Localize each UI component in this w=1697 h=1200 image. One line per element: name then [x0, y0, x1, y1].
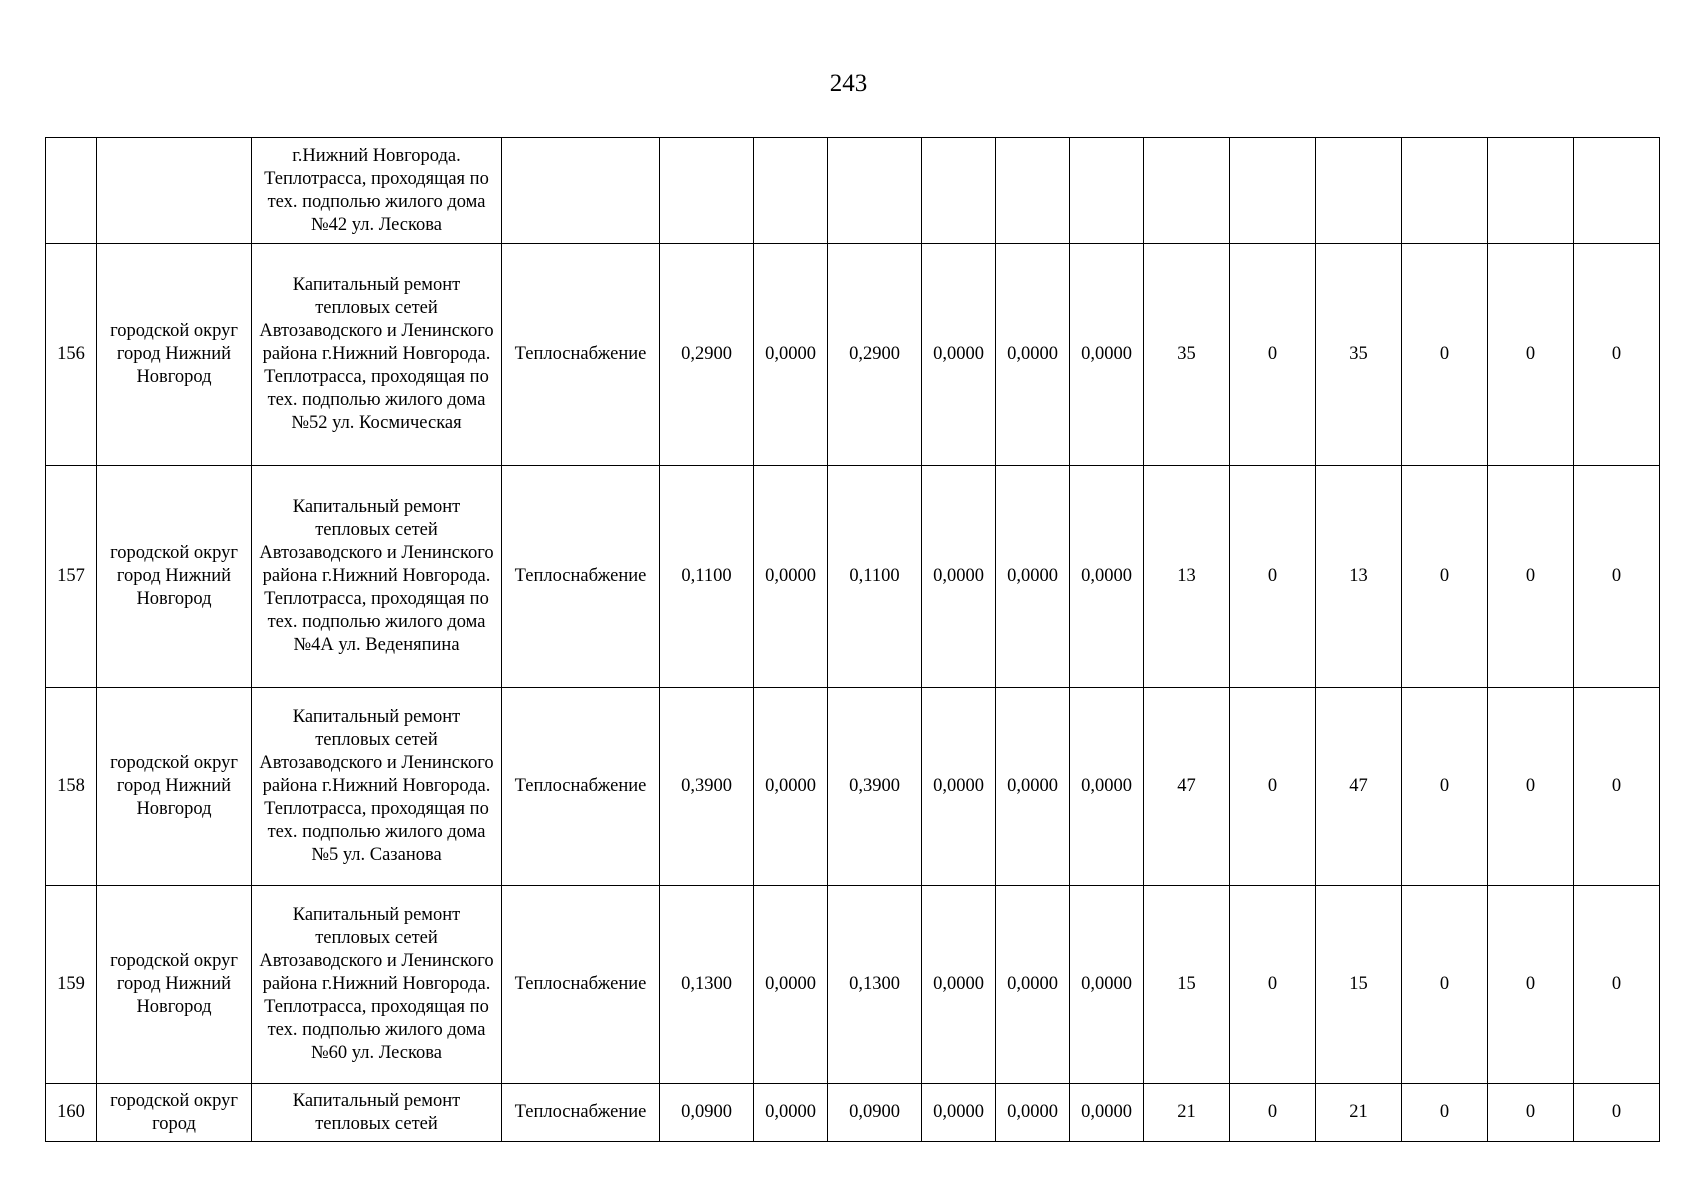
- value-cell: 0,0000: [754, 466, 828, 688]
- value-cell: 0,1300: [660, 886, 754, 1084]
- description-cell: Капитальный ремонт тепловых сетей Автозаводского и Ленинского района г.Нижний Новгорода. Теплотрасса, проходящая по тех. подполью жилого дома №60 ул. Лескова: [252, 886, 502, 1084]
- value-cell: 0,0000: [1070, 466, 1144, 688]
- value-cell: 0,2900: [660, 244, 754, 466]
- value-cell: [754, 138, 828, 244]
- type-cell: Теплоснабжение: [502, 1084, 660, 1142]
- value-cell: 0,3900: [660, 688, 754, 886]
- type-cell: [502, 138, 660, 244]
- value-cell: 0,2900: [828, 244, 922, 466]
- value-cell: 0,1100: [660, 466, 754, 688]
- value-cell: 0,0000: [996, 1084, 1070, 1142]
- cost-cell: 15: [1144, 886, 1230, 1084]
- municipality-cell: городской округ город Нижний Новгород: [97, 244, 252, 466]
- cost-cell: 0: [1402, 244, 1488, 466]
- cost-cell: 0: [1574, 244, 1660, 466]
- description-cell: Капитальный ремонт тепловых сетей: [252, 1084, 502, 1142]
- municipality-cell: городской округ город Нижний Новгород: [97, 886, 252, 1084]
- description-cell: Капитальный ремонт тепловых сетей Автозаводского и Ленинского района г.Нижний Новгорода. Теплотрасса, проходящая по тех. подполью жилого дома №52 ул. Космическая: [252, 244, 502, 466]
- cost-cell: 35: [1144, 244, 1230, 466]
- cost-cell: 0: [1488, 244, 1574, 466]
- table-row: [46, 244, 1660, 466]
- value-cell: 0,0000: [996, 244, 1070, 466]
- municipality-cell: городской округ город Нижний Новгород: [97, 688, 252, 886]
- value-cell: 0,0000: [996, 466, 1070, 688]
- value-cell: 0,0000: [996, 688, 1070, 886]
- value-cell: [660, 138, 754, 244]
- cost-cell: 0: [1402, 1084, 1488, 1142]
- cost-cell: 35: [1316, 244, 1402, 466]
- value-cell: 0,0000: [754, 886, 828, 1084]
- cost-cell: 0: [1230, 886, 1316, 1084]
- type-cell: Теплоснабжение: [502, 466, 660, 688]
- cost-cell: 0: [1488, 886, 1574, 1084]
- cost-cell: 47: [1316, 688, 1402, 886]
- cost-cell: 13: [1144, 466, 1230, 688]
- row-number-cell: 159: [46, 886, 97, 1084]
- value-cell: [1070, 138, 1144, 244]
- value-cell: 0,0000: [1070, 1084, 1144, 1142]
- cost-cell: [1230, 138, 1316, 244]
- value-cell: 0,0900: [828, 1084, 922, 1142]
- cost-cell: 0: [1402, 466, 1488, 688]
- cost-cell: 0: [1574, 1084, 1660, 1142]
- description-cell: Капитальный ремонт тепловых сетей Автозаводского и Ленинского района г.Нижний Новгорода. Теплотрасса, проходящая по тех. подполью жилого дома №5 ул. Сазанова: [252, 688, 502, 886]
- row-number-cell: 158: [46, 688, 97, 886]
- cost-cell: [1316, 138, 1402, 244]
- cost-cell: 21: [1144, 1084, 1230, 1142]
- row-number-cell: 156: [46, 244, 97, 466]
- value-cell: 0,0000: [922, 886, 996, 1084]
- cost-cell: 0: [1574, 466, 1660, 688]
- cost-cell: 0: [1230, 466, 1316, 688]
- table-row: [46, 466, 1660, 688]
- cost-cell: [1402, 138, 1488, 244]
- cost-cell: 0: [1402, 688, 1488, 886]
- municipality-cell: [97, 138, 252, 244]
- type-cell: Теплоснабжение: [502, 244, 660, 466]
- page-number: 243: [829, 70, 868, 97]
- cost-cell: 0: [1488, 466, 1574, 688]
- value-cell: 0,0000: [922, 1084, 996, 1142]
- municipality-cell: городской округ город: [97, 1084, 252, 1142]
- cost-cell: [1574, 138, 1660, 244]
- cost-cell: 0: [1488, 1084, 1574, 1142]
- cost-cell: 0: [1574, 886, 1660, 1084]
- value-cell: 0,1100: [828, 466, 922, 688]
- description-cell: Капитальный ремонт тепловых сетей Автозаводского и Ленинского района г.Нижний Новгорода. Теплотрасса, проходящая по тех. подполью жилого дома №4А ул. Веденяпина: [252, 466, 502, 688]
- cost-cell: 0: [1230, 244, 1316, 466]
- municipality-cell: городской округ город Нижний Новгород: [97, 466, 252, 688]
- row-number-cell: 160: [46, 1084, 97, 1142]
- row-number-cell: 157: [46, 466, 97, 688]
- table-row: [46, 138, 1660, 244]
- cost-cell: 0: [1230, 1084, 1316, 1142]
- type-cell: Теплоснабжение: [502, 688, 660, 886]
- cost-cell: 13: [1316, 466, 1402, 688]
- cost-cell: 0: [1488, 688, 1574, 886]
- type-cell: Теплоснабжение: [502, 886, 660, 1084]
- value-cell: 0,0000: [1070, 886, 1144, 1084]
- value-cell: [996, 138, 1070, 244]
- value-cell: 0,0000: [1070, 244, 1144, 466]
- row-number-cell: [46, 138, 97, 244]
- value-cell: 0,3900: [828, 688, 922, 886]
- cost-cell: 0: [1230, 688, 1316, 886]
- cost-cell: [1144, 138, 1230, 244]
- value-cell: 0,0000: [922, 244, 996, 466]
- value-cell: 0,0000: [1070, 688, 1144, 886]
- cost-cell: 0: [1574, 688, 1660, 886]
- value-cell: 0,0000: [754, 1084, 828, 1142]
- cost-cell: [1488, 138, 1574, 244]
- value-cell: 0,0000: [922, 688, 996, 886]
- cost-cell: 47: [1144, 688, 1230, 886]
- value-cell: 0,1300: [828, 886, 922, 1084]
- table-row: [46, 886, 1660, 1084]
- value-cell: 0,0000: [922, 466, 996, 688]
- table-row: [46, 1084, 1660, 1142]
- cost-cell: 15: [1316, 886, 1402, 1084]
- cost-cell: 21: [1316, 1084, 1402, 1142]
- value-cell: 0,0000: [754, 244, 828, 466]
- table-row: [46, 688, 1660, 886]
- cost-cell: 0: [1402, 886, 1488, 1084]
- program-table: [45, 137, 1660, 1142]
- value-cell: 0,0000: [996, 886, 1070, 1084]
- value-cell: [922, 138, 996, 244]
- value-cell: 0,0900: [660, 1084, 754, 1142]
- value-cell: [828, 138, 922, 244]
- description-cell: г.Нижний Новгорода. Теплотрасса, проходящая по тех. подполью жилого дома №42 ул. Лескова: [252, 138, 502, 244]
- value-cell: 0,0000: [754, 688, 828, 886]
